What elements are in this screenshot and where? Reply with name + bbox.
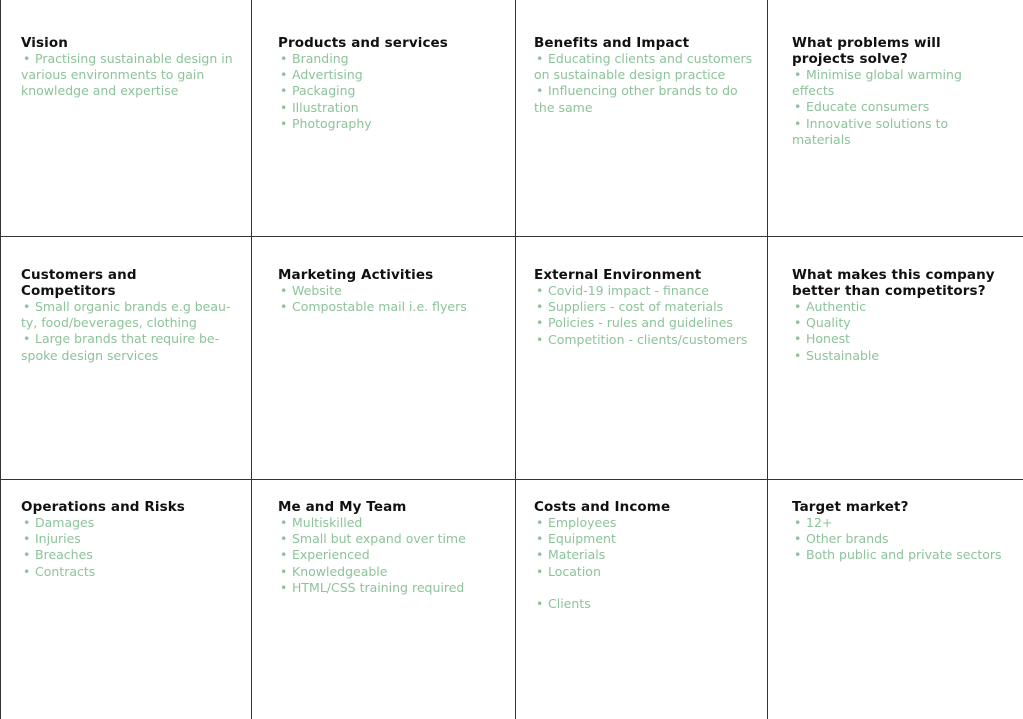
bullet-icon: • [794,115,802,131]
cell-item [534,547,756,563]
cell-item [278,67,500,83]
canvas-cell [534,499,756,612]
bullet-icon: • [536,515,544,530]
cell-item-text: Contracts [35,563,96,579]
cell-item [278,515,500,531]
bullet-icon: • [536,531,544,547]
cell-item [534,315,756,331]
cell-item-text: Injuries [35,531,81,547]
cell-title: Customers and Competitors [21,267,137,299]
cell-item [534,332,756,348]
cell-item-text: Photography [292,115,372,131]
cell-item-text: Experienced [292,547,370,563]
row-divider [1,236,1023,237]
cell-item-text: Large brands that require be-spoke design services [21,331,220,363]
cell-title: Costs and Income [534,499,671,515]
cell-item [278,116,500,132]
cell-item-text: Multiskilled [292,515,363,530]
cell-item [278,564,500,580]
cell-item-text: Minimise global warming effects [792,67,962,99]
cell-item-text: Illustration [292,99,359,115]
cell-item [278,580,500,596]
cell-item [21,531,236,547]
cell-item [278,299,500,315]
bullet-icon: • [280,115,288,131]
bullet-icon: • [23,51,31,66]
bullet-icon: • [280,83,288,99]
cell-item-text: Influencing other brands to do the same [534,83,738,115]
cell-title: Products and services [278,35,448,51]
cell-item-text: Compostable mail i.e. flyers [292,299,467,315]
column-divider [515,0,516,719]
cell-item-text: Honest [806,331,851,347]
cell-item [21,51,236,100]
cell-item [534,531,756,547]
bullet-icon: • [23,531,31,547]
cell-item [534,83,756,115]
cell-item [21,547,236,563]
cell-item [792,515,1007,531]
cell-item-text: Small but expand over time [292,531,466,547]
cell-item-text: Sustainable [806,347,880,363]
cell-title: Marketing Activities [278,267,434,283]
cell-item-text: Advertising [292,67,363,83]
bullet-icon: • [794,531,802,547]
cell-item [792,348,1007,364]
cell-item-list [534,51,756,116]
canvas-cell [792,267,1007,364]
canvas-cell [21,35,236,100]
canvas-cell [534,267,756,348]
cell-title: Me and My Team [278,499,407,515]
canvas-cell [792,499,1007,564]
cell-item-list [534,283,756,348]
cell-item-text: Packaging [292,83,356,99]
cell-item [278,547,500,563]
cell-item [792,67,1007,99]
bullet-icon: • [794,67,802,82]
canvas-cell [21,499,236,580]
cell-item-text: Equipment [548,531,616,547]
cell-item-list [278,283,500,315]
cell-item-text: 12+ [806,515,833,530]
cell-item-list [792,515,1007,564]
cell-item [792,331,1007,347]
cell-item [534,51,756,83]
bullet-icon: • [536,299,544,315]
bullet-icon: • [280,563,288,579]
canvas-cell [278,267,500,315]
bullet-icon: • [794,347,802,363]
cell-item [534,515,756,531]
cell-item-text: Location [548,563,601,579]
cell-item [534,596,756,612]
cell-item [21,564,236,580]
cell-item-text: Website [292,283,342,298]
column-divider [251,0,252,719]
cell-title: Benefits and Impact [534,35,690,51]
cell-item [278,283,500,299]
cell-item-list [278,51,500,132]
cell-item-text: Policies - rules and guidelines [548,315,733,331]
cell-item [534,564,756,580]
bullet-icon: • [280,531,288,547]
bullet-icon: • [280,283,288,298]
cell-item [278,531,500,547]
cell-item-text: Breaches [35,547,93,563]
cell-item [792,315,1007,331]
bullet-icon: • [536,331,544,347]
bullet-icon: • [280,99,288,115]
cell-item [792,547,1007,563]
cell-title: Target market? [792,499,909,515]
cell-item-text: Practising sustainable design in various environments to gain knowledge and expertise [21,51,233,99]
cell-title: What problems will projects solve? [792,35,941,67]
cell-item-text: Materials [548,547,606,563]
cell-item [21,515,236,531]
cell-title: Vision [21,35,68,51]
row-divider [1,479,1023,480]
bullet-icon: • [794,547,802,563]
cell-item [792,99,1007,115]
cell-item [278,51,500,67]
bullet-icon: • [23,515,31,530]
bullet-icon: • [794,331,802,347]
cell-item [21,331,236,363]
cell-item-text: Clients [548,595,591,611]
cell-item-text: Other brands [806,531,889,547]
cell-item-text: Damages [35,515,95,530]
canvas-cell [21,267,236,364]
cell-item [278,100,500,116]
cell-item [21,299,236,331]
bullet-icon: • [536,595,544,611]
cell-item-text: Educating clients and customers on sustainable design practice [534,51,753,83]
bullet-icon: • [280,579,288,595]
bullet-icon: • [794,515,802,530]
cell-item-list [21,515,236,580]
cell-title: What makes this company better than competitors? [792,267,995,299]
bullet-icon: • [23,563,31,579]
cell-item-text: Covid-19 impact - finance [548,283,709,298]
bullet-icon: • [536,547,544,563]
cell-item [792,116,1007,148]
canvas-cell [534,35,756,116]
canvas-cell [792,35,1007,148]
bullet-icon: • [280,51,288,66]
cell-item-list [792,299,1007,364]
bullet-icon: • [280,515,288,530]
bullet-icon: • [23,547,31,563]
bullet-icon: • [536,315,544,331]
cell-item-list [278,515,500,596]
cell-item-text: Both public and private sectors [806,547,1002,563]
cell-item-text: Suppliers - cost of materials [548,299,724,315]
cell-title: External Environment [534,267,702,283]
canvas-cell [278,35,500,132]
cell-title: Operations and Risks [21,499,185,515]
cell-item-text: HTML/CSS training required [292,579,465,595]
bullet-icon: • [794,99,802,115]
cell-item-list [534,515,756,612]
column-divider [767,0,768,719]
cell-item-text: Authentic [806,299,867,314]
cell-item-text: Educate consumers [806,99,930,115]
cell-item-text: Quality [806,315,851,331]
bullet-icon: • [280,547,288,563]
bullet-icon: • [794,315,802,331]
bullet-icon: • [23,331,31,347]
bullet-icon: • [280,299,288,315]
cell-item-list [792,67,1007,148]
bullet-icon: • [536,83,544,99]
canvas-cell [278,499,500,596]
bullet-icon: • [536,51,544,66]
cell-item [278,83,500,99]
cell-item [534,283,756,299]
bullet-icon: • [794,299,802,314]
cell-item-text: Competition - clients/customers [548,331,748,347]
bullet-icon: • [536,563,544,579]
bullet-icon: • [280,67,288,83]
bullet-icon: • [536,283,544,298]
cell-item [792,299,1007,315]
cell-item-text: Branding [292,51,349,66]
cell-item-text: Employees [548,515,617,530]
cell-item-text: Knowledgeable [292,563,388,579]
bullet-icon: • [23,299,31,314]
cell-item-text: Small organic brands e.g beau-ty, food/beverages, clothing [21,299,231,331]
cell-item [792,531,1007,547]
cell-item-text: Innovative solutions to materials [792,115,949,147]
cell-item-list [21,51,236,100]
cell-item [534,299,756,315]
cell-item-list [21,299,236,364]
